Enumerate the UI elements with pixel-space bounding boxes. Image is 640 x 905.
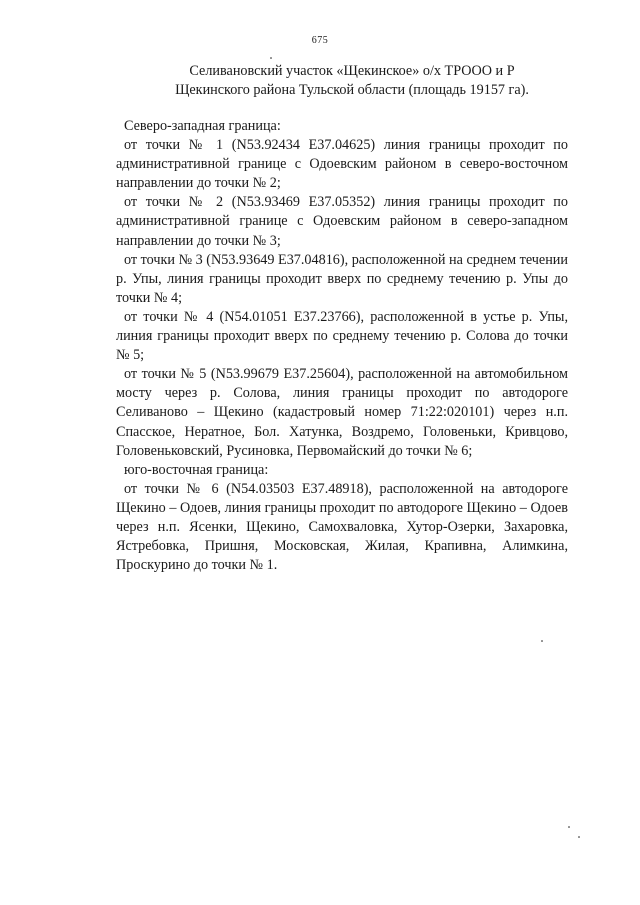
boundary-paragraph-6: от точки № 6 (N54.03503 E37.48918), расположенной на автодороге Щекино – Одоев, линия границы проходит по автодороге Щекино – Одоев через н.п. Ясенки, Щекино, Самохваловка, Хутор-Озерки, Захаровка, Ястребовка, Пришня, Московская, Жилая, Крапивна, Алимкина, Проскурино до точки № 1.: [116, 480, 568, 574]
section-heading-southeast: юго-восточная граница:: [124, 461, 269, 478]
document-body: [116, 117, 568, 575]
scan-speck: [541, 640, 543, 642]
boundary-paragraph-2: от точки № 2 (N53.93469 E37.05352) линия границы проходит по административной границе с Одоевским районом в северо-западном направлении до точки № 3;: [116, 194, 568, 249]
page-number: 675: [311, 35, 329, 46]
boundary-paragraph-3: от точки № 3 (N53.93649 E37.04816), расположенной на среднем течении р. Упы, линия границы проходит вверх по среднему течению р. Упы до точки № 4;: [116, 251, 568, 306]
section-heading-northwest: Северо-западная граница:: [124, 118, 281, 134]
title-line-1: Селивановский участок «Щекинское» о/х ТРООО и Р: [189, 63, 515, 79]
boundary-paragraph-1: от точки № 1 (N53.92434 E37.04625) линия границы проходит по административной границе с Одоевским районом в северо-восточном направлении до точки № 2;: [116, 137, 568, 192]
scan-speck: [578, 836, 580, 838]
document-title: [118, 62, 586, 100]
title-line-2: Щекинского района Тульской области (площадь 19157 га).: [175, 82, 529, 98]
scan-speck: [568, 826, 570, 828]
boundary-paragraph-5: от точки № 5 (N53.99679 E37.25604), расположенной на автомобильном мосту через р. Солова, линия границы проходит по автодороге Селиваново – Щекино (кадастровый номер 71:22:020101) через н.п. Спасское, Нератное, Бол. Хатунка, Воздремо, Головеньки, Кривцово, Головеньковский, Русиновка, Первомайский до точки № 6;: [116, 366, 568, 459]
boundary-paragraph-4: от точки № 4 (N54.01051 E37.23766), расположенной в устье р. Упы, линия границы проходит вверх по среднему течению р. Солова до точки № 5;: [116, 308, 568, 364]
scan-speck: [270, 57, 272, 59]
